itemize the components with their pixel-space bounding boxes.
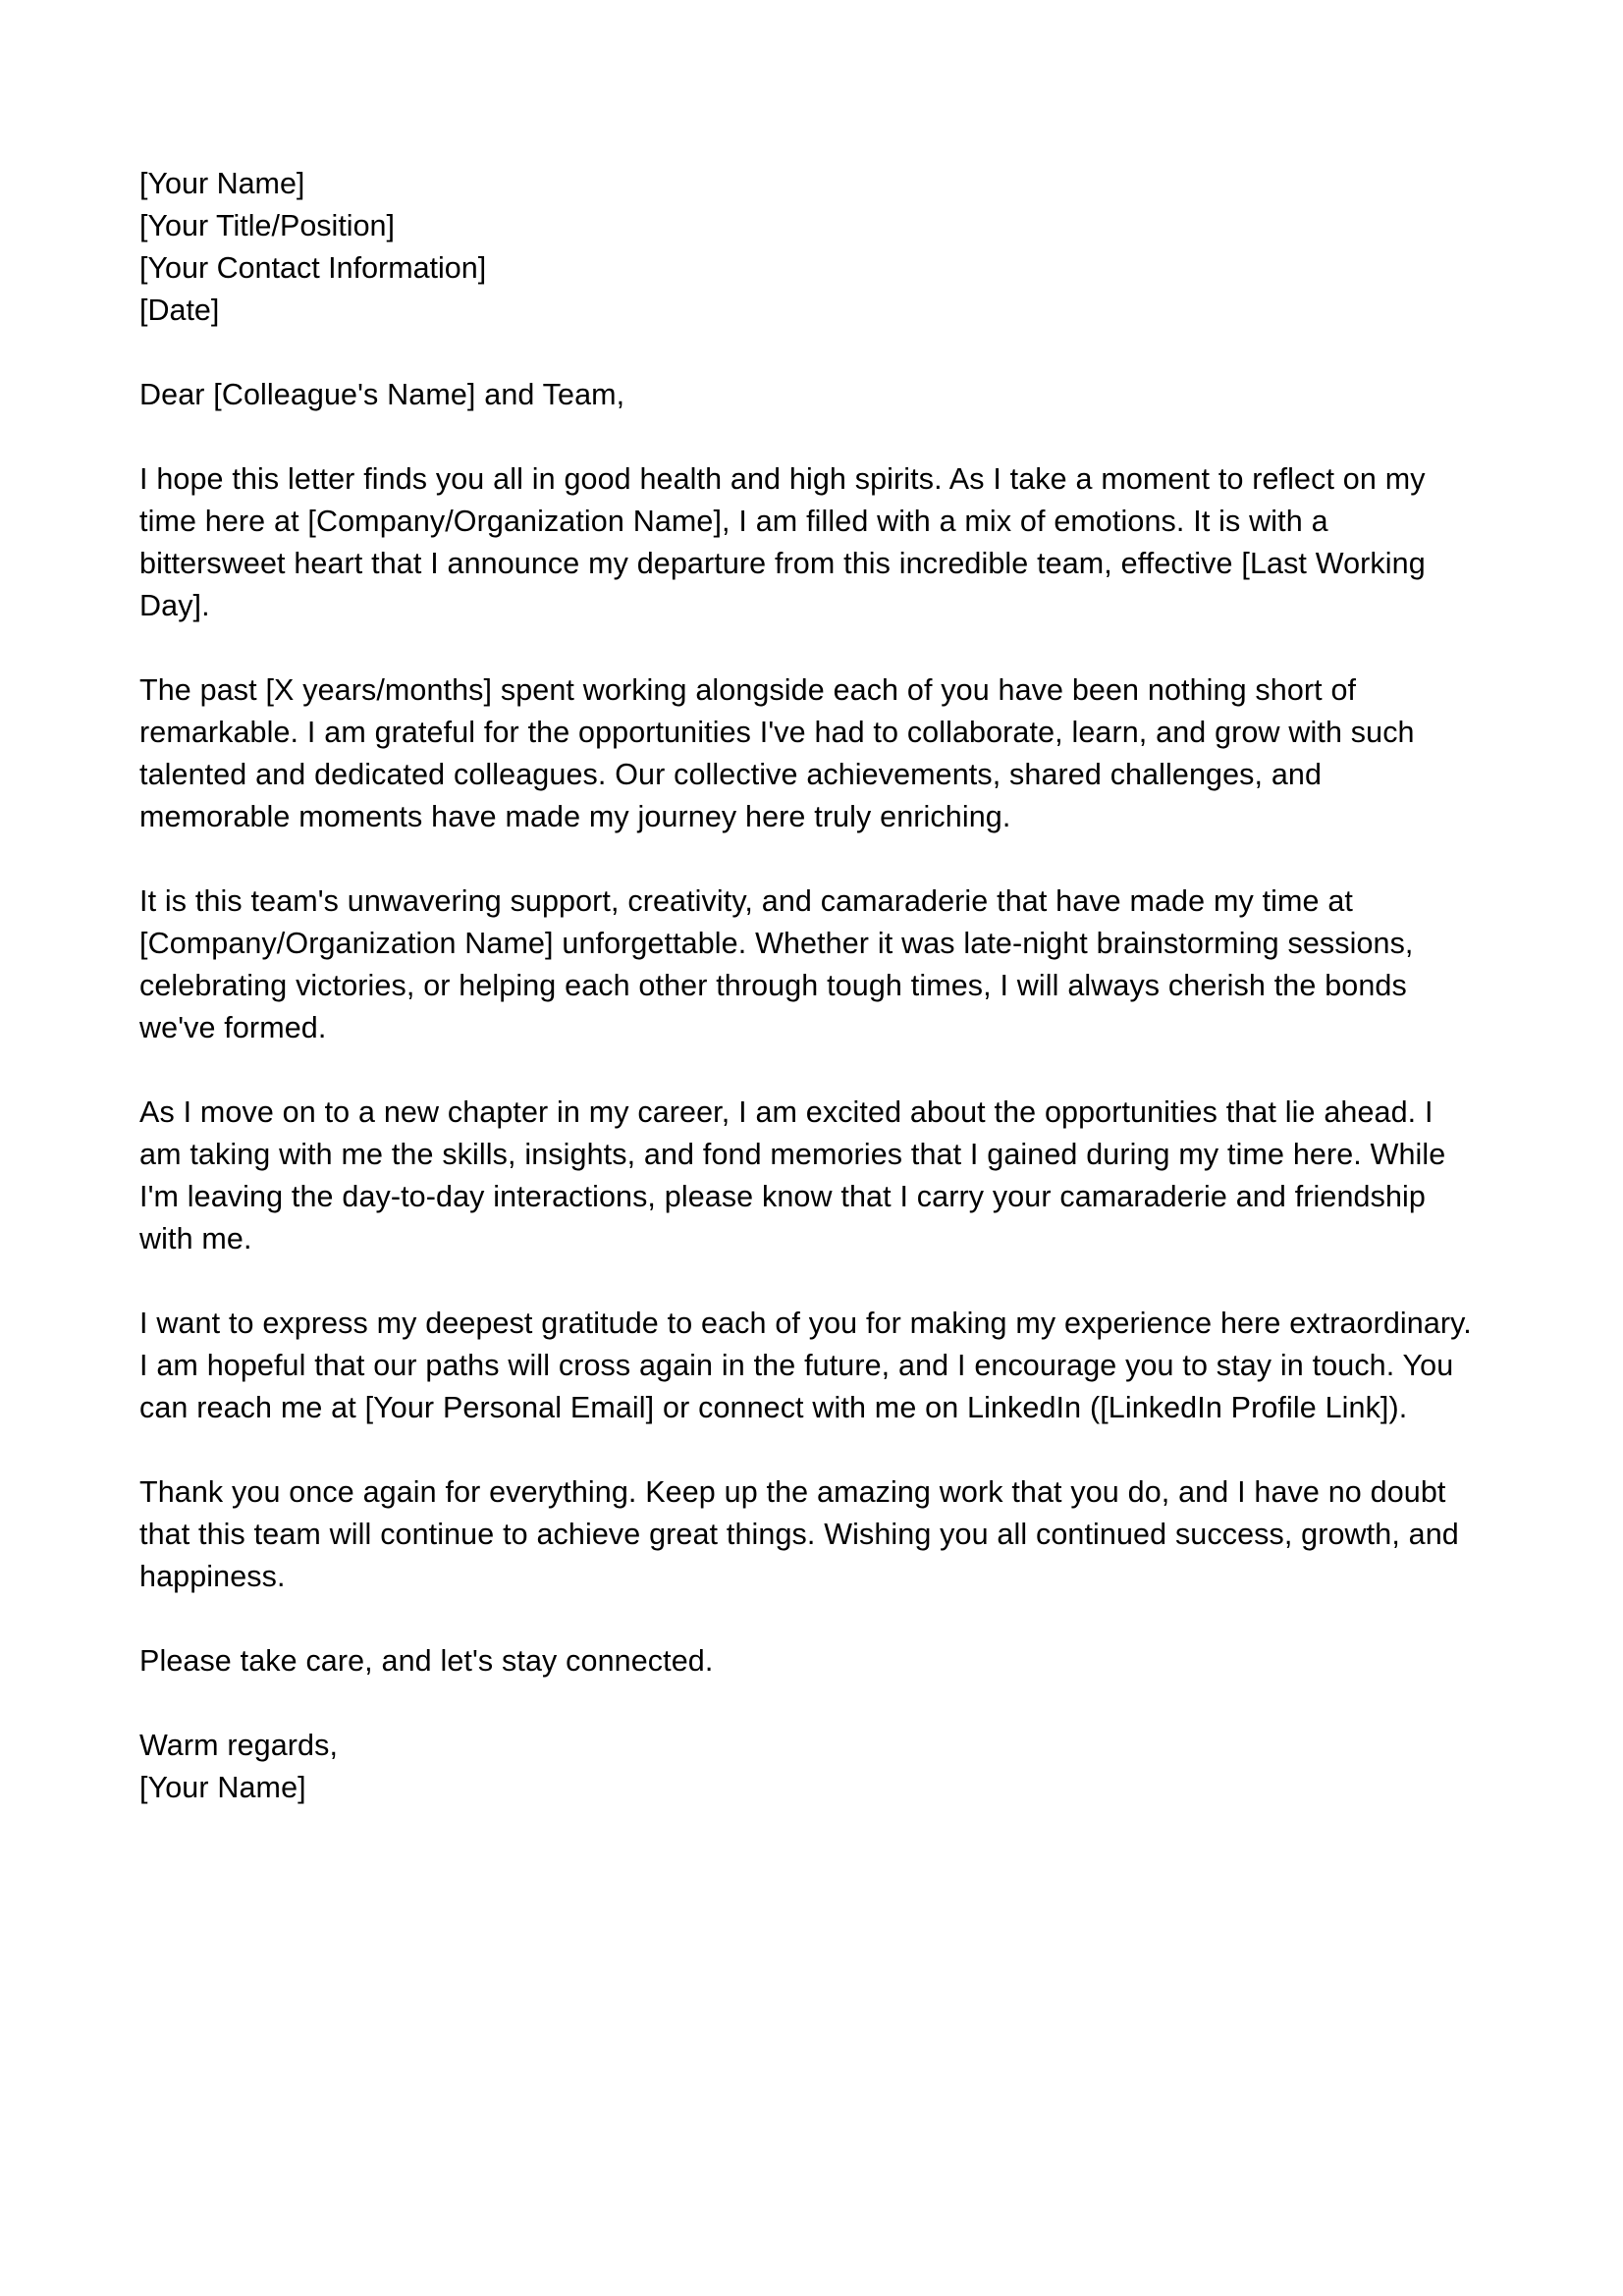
paragraph-5: I want to express my deepest gratitude to each of you for making my experience here extraordinary. I am hopeful that our paths will cross again in the future, and I encourage you to stay in touch. You can reach me at [Your Personal Email] or connect with me on LinkedIn ([LinkedIn Profile Link]). [139, 1307, 1472, 1424]
paragraph-1: I hope this letter finds you all in good health and high spirits. As I take a moment to reflect on my time here at [Company/Organization Name], I am filled with a mix of emotions. It is with a bittersweet heart that I announce my departure from this incredible team, effective [Last Working Day]. [139, 462, 1426, 622]
salutation: Dear [Colleague's Name] and Team, [139, 378, 625, 411]
closing-block [139, 1725, 1480, 1809]
paragraph-6: Thank you once again for everything. Keep up the amazing work that you do, and I have no doubt that this team will continue to achieve great things. Wishing you all continued success, growth, and happiness. [139, 1475, 1459, 1593]
letter-body [139, 163, 1480, 1809]
paragraph-2: The past [X years/months] spent working alongside each of you have been nothing short of remarkable. I am grateful for the opportunities I've had to collaborate, learn, and grow with such talented and dedicated colleagues. Our collective achievements, shared challenges, and memorable moments have made my journey here truly enriching. [139, 673, 1415, 833]
paragraph-4: As I move on to a new chapter in my career, I am excited about the opportunities that lie ahead. I am taking with me the skills, insights, and fond memories that I gained during my time here. While I'm leaving the day-to-day interactions, please know that I carry your camaraderie and friendship with me. [139, 1095, 1446, 1255]
sender-contact-line: [Your Contact Information] [139, 251, 487, 285]
valediction: Warm regards, [139, 1729, 339, 1762]
sender-header-block [139, 163, 1480, 332]
date-line: [Date] [139, 294, 220, 327]
sender-name-line: [Your Name] [139, 167, 305, 200]
paragraph-7: Please take care, and let's stay connected. [139, 1644, 714, 1678]
paragraph-3: It is this team's unwavering support, creativity, and camaraderie that have made my time at [Company/Organization Name] unforgettable. Whether it was late-night brainstorming sessions, celebrating victories, or helping each other through tough times, I will always cherish the bonds we've formed. [139, 884, 1414, 1044]
signature-name: [Your Name] [139, 1771, 306, 1804]
sender-title-line: [Your Title/Position] [139, 209, 395, 242]
